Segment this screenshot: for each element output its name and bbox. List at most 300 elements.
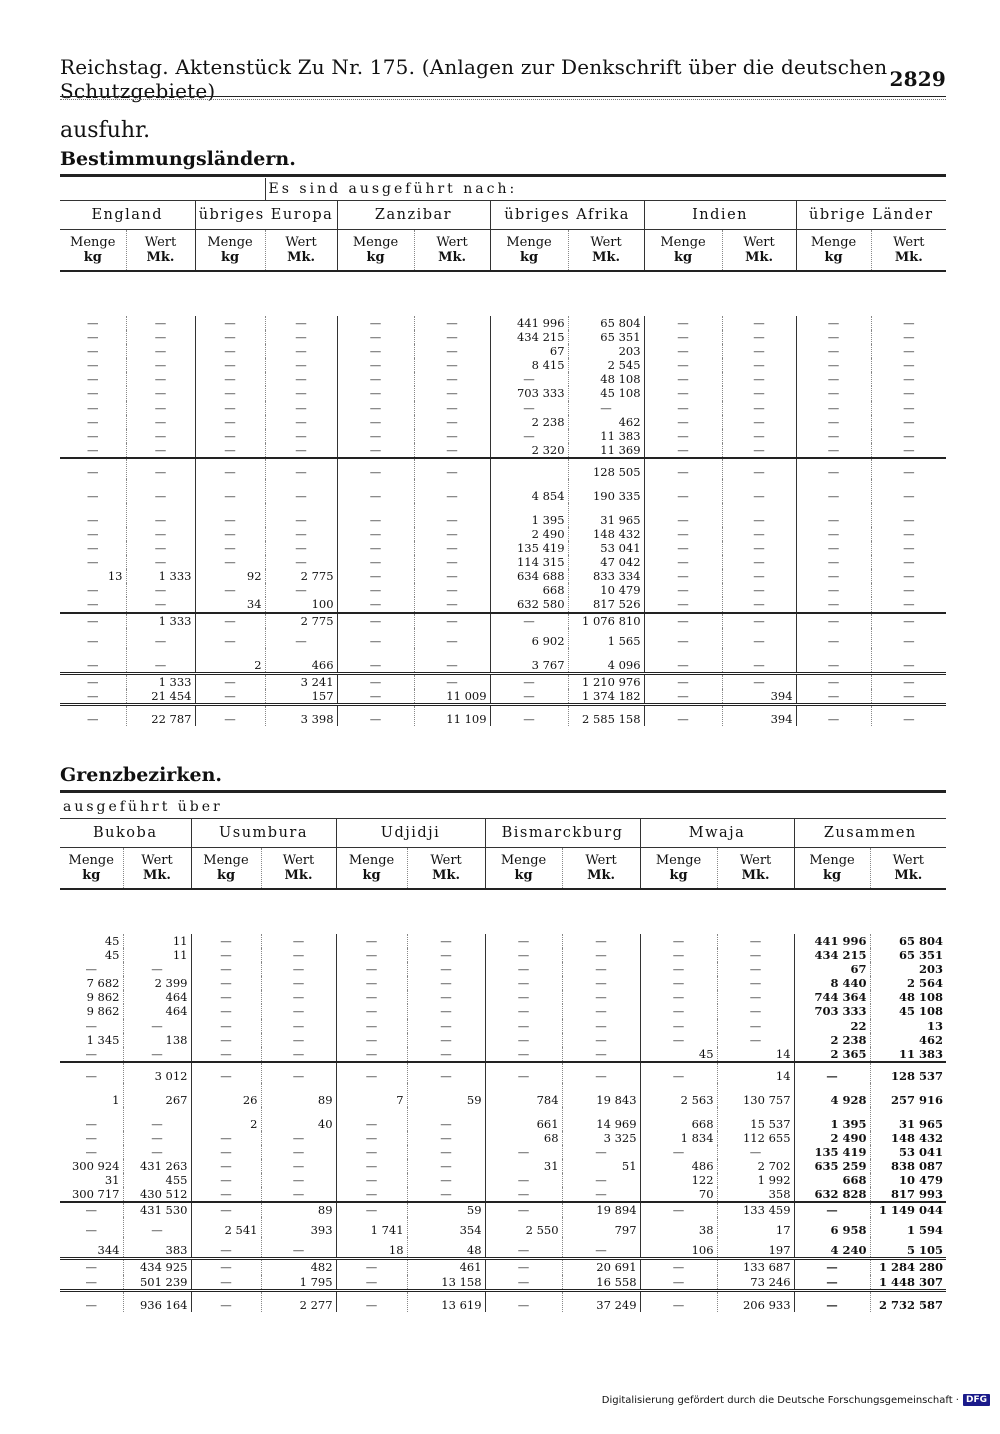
table-row [60, 415, 946, 429]
menge-label: Menge [348, 853, 395, 868]
table-cell: — [87, 414, 99, 429]
table-cell: 2 585 158 [568, 704, 644, 726]
table-cell: — [261, 1237, 336, 1259]
table-cell: — [414, 429, 490, 443]
wert-label: Wert [144, 235, 177, 250]
table-cell: — [60, 458, 126, 479]
table-cell: — [562, 1019, 640, 1033]
table-cell: 668 [794, 1173, 870, 1187]
table-cell: 703 333 [490, 386, 568, 400]
table-row [60, 1131, 946, 1145]
table-cell: — [414, 372, 490, 386]
table-cell: — [796, 673, 871, 689]
table-cell: — [195, 316, 265, 330]
table-cell: — [562, 948, 640, 962]
table-cell: — [407, 1004, 485, 1018]
table-cell: — [336, 1159, 407, 1173]
district-header: Zusammen [794, 819, 946, 848]
table-cell: 4 240 [794, 1237, 870, 1259]
table-cell: 1 741 [336, 1217, 407, 1237]
table-cell: — [485, 1187, 562, 1202]
table-cell: 1 395 [794, 1107, 870, 1131]
table-cell: — [191, 1259, 261, 1275]
table-cell: — [414, 648, 490, 674]
table-cell: — [640, 990, 717, 1004]
table-cell: — [490, 613, 568, 628]
table-cell: — [722, 628, 796, 648]
table-row [60, 1019, 946, 1033]
wert-mk-header [407, 848, 485, 890]
menge-kg-header [490, 230, 568, 272]
table-cell: — [644, 689, 722, 705]
kg-unit: kg [362, 868, 381, 883]
table-cell: — [871, 569, 946, 583]
table-cell: — [337, 479, 414, 503]
table-cell: — [414, 316, 490, 330]
table-cell: — [644, 613, 722, 628]
table-cell: 26 [191, 1083, 261, 1107]
table-row [60, 443, 946, 458]
page-number: 2829 [889, 67, 946, 91]
table-cell: — [644, 429, 722, 443]
table-cell: 2 320 [490, 443, 568, 458]
table-cell: — [195, 503, 265, 527]
table-cell: 434 925 [123, 1259, 191, 1275]
table-cell: — [191, 1275, 261, 1291]
table-cell: 1 210 976 [568, 673, 644, 689]
table-row [60, 648, 946, 674]
menge-label: Menge [809, 853, 855, 868]
table-cell: — [644, 628, 722, 648]
table-cell: — [191, 1290, 261, 1312]
table-cell: 14 [717, 1047, 794, 1062]
table-cell: 3 325 [562, 1131, 640, 1145]
table-cell: 157 [265, 689, 337, 705]
table-cell: 461 [407, 1259, 485, 1275]
table-cell: 1 149 044 [870, 1202, 946, 1217]
table-row [60, 1217, 946, 1237]
table-cell: — [717, 934, 794, 948]
table-cell: — [85, 1018, 97, 1033]
table-cell: 300 717 [71, 1187, 120, 1202]
table-cell: — [485, 1259, 562, 1275]
table-cell: 2 490 [490, 527, 568, 541]
table-cell: — [195, 704, 265, 726]
table-cell: 135 419 [490, 541, 568, 555]
dest-header: England [60, 201, 195, 230]
table-cell: — [722, 443, 796, 458]
table-cell: 703 333 [794, 1004, 870, 1018]
kg-unit: kg [824, 250, 843, 265]
table-cell: 2 545 [568, 358, 644, 372]
table-cell: — [796, 358, 871, 372]
table-cell: — [717, 1019, 794, 1033]
table-cell: — [796, 386, 871, 400]
table-cell: 45 108 [568, 386, 644, 400]
table-cell: 31 965 [568, 503, 644, 527]
table-cell: — [796, 429, 871, 443]
table-row [60, 1083, 946, 1107]
wert-label: Wert [285, 235, 317, 250]
table-cell: — [640, 934, 717, 948]
table-cell: — [261, 1145, 336, 1159]
menge-label: Menge [70, 235, 116, 250]
table-cell: 65 351 [870, 948, 946, 962]
table-cell: 344 [97, 1243, 120, 1258]
table-cell: 434 215 [794, 948, 870, 962]
table-cell: 632 828 [794, 1187, 870, 1202]
table-cell: 635 259 [794, 1159, 870, 1173]
table-cell: 68 [485, 1131, 562, 1145]
table-cell: 45 [104, 948, 120, 963]
table-cell: 11 369 [568, 443, 644, 458]
table-cell: — [336, 1187, 407, 1202]
table-cell: 744 364 [794, 990, 870, 1004]
table-cell: — [722, 541, 796, 555]
table-cell: — [191, 1173, 261, 1187]
table-cell: — [195, 372, 265, 386]
table-cell: — [265, 503, 337, 527]
export-table-border-districts [60, 796, 946, 1312]
table-cell: — [265, 401, 337, 415]
kg-unit: kg [83, 250, 102, 265]
table-cell: — [796, 541, 871, 555]
table-cell: — [871, 458, 946, 479]
table-cell: — [191, 948, 261, 962]
table-cell: — [87, 330, 99, 345]
table-cell: — [336, 1173, 407, 1187]
kg-unit: kg [366, 250, 385, 265]
menge-label: Menge [506, 235, 552, 250]
dest-header: übrige Länder [796, 201, 946, 230]
table-cell: 634 688 [490, 569, 568, 583]
table-cell: — [336, 1275, 407, 1291]
table-cell: — [195, 541, 265, 555]
table-row [60, 1062, 946, 1083]
table-cell: — [562, 1187, 640, 1202]
table-cell: 431 530 [123, 1202, 191, 1217]
table-cell: 51 [562, 1159, 640, 1173]
wert-mk-header [722, 230, 796, 272]
header-rule [60, 96, 946, 97]
table-cell: — [414, 583, 490, 597]
table-cell: — [871, 330, 946, 344]
table-cell: — [407, 1131, 485, 1145]
table-row [60, 1290, 946, 1312]
table-cell: — [722, 316, 796, 330]
table-cell: — [336, 990, 407, 1004]
table-cell: — [265, 541, 337, 555]
table-cell: — [794, 1290, 870, 1312]
table-cell: — [265, 479, 337, 503]
table-cell: — [195, 458, 265, 479]
table-cell: — [490, 372, 568, 386]
table-cell: — [87, 583, 99, 598]
table-row [60, 1033, 946, 1047]
table-cell: — [191, 1187, 261, 1202]
table-cell: — [126, 372, 195, 386]
table-cell: 394 [722, 689, 796, 705]
table-cell: — [337, 401, 414, 415]
table-row [60, 583, 946, 597]
table-cell: 59 [407, 1083, 485, 1107]
table-cell: — [265, 527, 337, 541]
table-cell: 133 459 [717, 1202, 794, 1217]
wert-mk-header [870, 848, 946, 890]
table-cell: — [336, 1033, 407, 1047]
table-row [60, 330, 946, 344]
table-cell: — [265, 628, 337, 648]
table-cell: — [191, 976, 261, 990]
menge-label: Menge [655, 853, 702, 868]
table-cell: 5 105 [870, 1237, 946, 1259]
table-cell: — [796, 555, 871, 569]
mk-unit: Mk. [894, 868, 923, 883]
dfg-logo-icon: DFG [963, 1394, 990, 1406]
table-cell: — [490, 429, 568, 443]
table2-top-rule [60, 790, 946, 793]
table-cell: — [640, 1290, 717, 1312]
table-cell: — [485, 976, 562, 990]
table-cell: 128 537 [870, 1062, 946, 1083]
table-cell: 462 [870, 1033, 946, 1047]
table-cell: 197 [717, 1237, 794, 1259]
table-cell: — [85, 1130, 97, 1145]
table-cell: — [722, 583, 796, 597]
table-cell: — [336, 1107, 407, 1131]
kg-unit: kg [669, 868, 688, 883]
dest-header: Zanzibar [337, 201, 490, 230]
table-cell: — [85, 962, 97, 977]
table-row [60, 401, 946, 415]
table-cell: — [126, 401, 195, 415]
table-cell: 300 924 [71, 1159, 120, 1174]
table-cell: — [336, 1131, 407, 1145]
table-row [60, 1275, 946, 1291]
table-cell: 67 [794, 962, 870, 976]
table-cell: 31 [485, 1159, 562, 1173]
table-cell: — [337, 443, 414, 458]
menge-kg-header [337, 230, 414, 272]
table-cell: — [195, 689, 265, 705]
table-cell: 47 042 [568, 555, 644, 569]
table-cell: — [490, 673, 568, 689]
table-cell: — [191, 962, 261, 976]
table-cell: — [261, 1019, 336, 1033]
table-cell: 73 246 [717, 1275, 794, 1291]
table-cell: 1 795 [261, 1275, 336, 1291]
menge-kg-header [191, 848, 261, 890]
table-cell: 135 419 [794, 1145, 870, 1159]
table-cell: — [337, 569, 414, 583]
table-cell: 9 862 [86, 990, 120, 1005]
table-cell: — [126, 415, 195, 429]
table-cell: — [126, 541, 195, 555]
table-cell: — [336, 1202, 407, 1217]
table-cell: — [644, 401, 722, 415]
table2-span-title: ausgeführt über [60, 796, 336, 819]
table-row [60, 527, 946, 541]
table-cell: — [414, 415, 490, 429]
table-cell: — [265, 330, 337, 344]
table-cell: — [407, 934, 485, 948]
table-cell: — [195, 330, 265, 344]
menge-label: Menge [207, 235, 253, 250]
table-cell: — [485, 990, 562, 1004]
table-cell: — [796, 443, 871, 458]
table-cell: 70 [640, 1187, 717, 1202]
table-cell: — [644, 358, 722, 372]
menge-kg-header [794, 848, 870, 890]
table-cell: 13 [870, 1019, 946, 1033]
table-row [60, 1159, 946, 1173]
table-row [60, 372, 946, 386]
table-row [60, 344, 946, 358]
table-cell: — [485, 1062, 562, 1083]
table-cell: — [60, 704, 126, 726]
table-cell: — [123, 1131, 191, 1145]
table-cell: — [562, 1145, 640, 1159]
mk-unit: Mk. [143, 868, 171, 883]
table-cell: — [568, 401, 644, 415]
table-cell: 466 [265, 648, 337, 674]
table-cell: — [261, 1131, 336, 1145]
table-cell: 257 916 [870, 1083, 946, 1107]
table-cell: — [407, 1019, 485, 1033]
menge-kg-header [796, 230, 871, 272]
menge-label: Menge [810, 235, 857, 250]
table-cell: — [485, 1173, 562, 1187]
table-row [60, 1145, 946, 1159]
table-cell: 65 804 [870, 934, 946, 948]
table-cell: — [796, 503, 871, 527]
table-row [60, 1047, 946, 1062]
table-cell: — [126, 330, 195, 344]
table-cell: — [337, 541, 414, 555]
table-cell: — [191, 1145, 261, 1159]
table-cell: — [796, 527, 871, 541]
table1-span-title: Es sind ausgeführt nach: [265, 178, 946, 201]
table-cell: 3 241 [265, 673, 337, 689]
table-cell: — [337, 583, 414, 597]
table-cell: — [126, 583, 195, 597]
dest-header: Indien [644, 201, 796, 230]
table-cell: — [485, 934, 562, 948]
table-cell: — [414, 569, 490, 583]
table-cell: — [562, 1047, 640, 1062]
table-cell: — [871, 673, 946, 689]
table-cell: — [796, 569, 871, 583]
table-cell: — [871, 316, 946, 330]
table-row [60, 948, 946, 962]
table-cell: 441 996 [490, 316, 568, 330]
table-cell: — [191, 1062, 261, 1083]
table-cell: 148 432 [568, 527, 644, 541]
wert-mk-header [568, 230, 644, 272]
table-cell: — [871, 429, 946, 443]
table-cell: — [485, 1033, 562, 1047]
mk-unit: Mk. [284, 868, 313, 883]
table-cell: — [336, 1047, 407, 1062]
table-cell: — [722, 673, 796, 689]
table-cell: — [195, 527, 265, 541]
export-table-destinations [60, 178, 946, 726]
table-cell: — [195, 386, 265, 400]
table-cell: 394 [722, 704, 796, 726]
table-cell: — [123, 1145, 191, 1159]
table-cell: — [195, 358, 265, 372]
table-cell: — [485, 1047, 562, 1062]
mk-unit: Mk. [587, 868, 616, 883]
table-cell: — [407, 948, 485, 962]
table-cell: — [337, 673, 414, 689]
table-cell: — [644, 443, 722, 458]
table-cell: — [414, 597, 490, 612]
table-cell: 2 775 [265, 569, 337, 583]
table-cell: — [60, 1259, 123, 1275]
table-cell: — [261, 1033, 336, 1047]
table-row [60, 628, 946, 648]
table-cell: — [717, 976, 794, 990]
table-cell: 1 333 [126, 673, 195, 689]
table-cell: — [265, 443, 337, 458]
table-cell: — [640, 962, 717, 976]
table-cell: — [722, 386, 796, 400]
table-cell: — [336, 1290, 407, 1312]
wert-label: Wert [739, 853, 772, 868]
menge-kg-header [60, 848, 123, 890]
table-cell: — [722, 527, 796, 541]
table-cell: 106 [640, 1237, 717, 1259]
mk-unit: Mk. [745, 250, 773, 265]
table-cell: — [722, 458, 796, 479]
table-cell: 8 440 [794, 976, 870, 990]
table-cell: 4 854 [490, 479, 568, 503]
table-cell: — [337, 689, 414, 705]
menge-label: Menge [500, 853, 547, 868]
table-cell: — [87, 633, 99, 648]
table-cell: — [871, 401, 946, 415]
table-cell: 18 [336, 1237, 407, 1259]
table-cell: — [265, 372, 337, 386]
table-cell: — [871, 704, 946, 726]
table-cell: — [562, 1173, 640, 1187]
table-cell: 11 109 [414, 704, 490, 726]
header-title: Reichstag. Aktenstück Zu Nr. 175. (Anlagen zur Denkschrift über die deutschen Schutzgebiete) [60, 55, 888, 103]
table-cell: — [490, 704, 568, 726]
table-cell: — [407, 1173, 485, 1187]
table-cell: — [261, 1004, 336, 1018]
table-cell: — [644, 569, 722, 583]
table-cell: — [191, 1033, 261, 1047]
table-cell: 2 277 [261, 1290, 336, 1312]
table-cell: — [336, 1004, 407, 1018]
table-cell: — [640, 1062, 717, 1083]
table-cell: — [87, 541, 99, 556]
table-cell: 358 [717, 1187, 794, 1202]
table-cell: — [871, 648, 946, 674]
table-cell: — [796, 628, 871, 648]
table-cell: — [123, 962, 191, 976]
table-cell: 53 041 [568, 541, 644, 555]
table-cell: — [191, 1237, 261, 1259]
table-cell: — [644, 458, 722, 479]
table-cell: 668 [490, 583, 568, 597]
table-cell: — [871, 527, 946, 541]
table-cell: — [126, 479, 195, 503]
table-cell: — [640, 1145, 717, 1159]
table-cell: — [87, 358, 99, 373]
